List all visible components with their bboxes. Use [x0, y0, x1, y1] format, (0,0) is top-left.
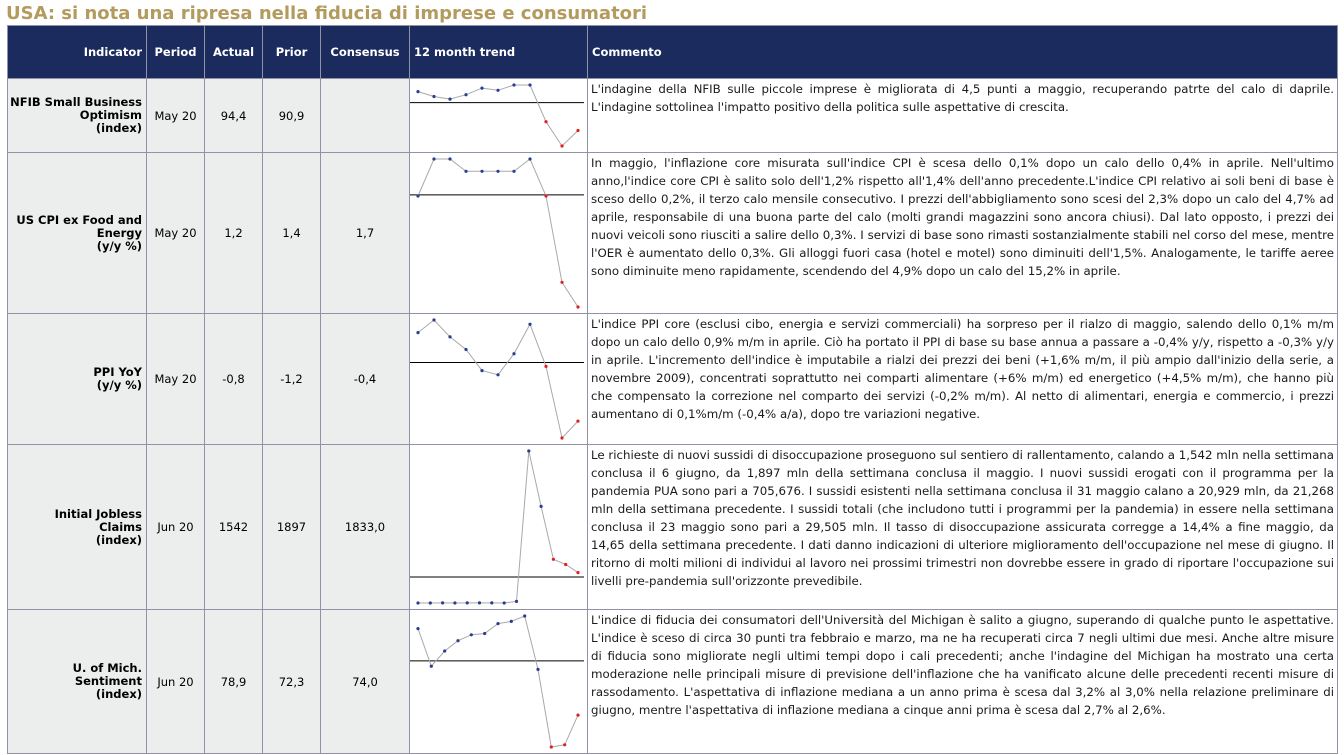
- trend-point: [576, 420, 579, 423]
- indicator-line: Initial Jobless: [54, 506, 142, 521]
- comment-cell: L'indice di fiducia dei consumatori dell'Università del Michigan è salito a giugno, superando di qualche punto le aspettative. L'indice è sceso di circa 30 punti tra febbraio e marzo, ma ne ha recuperati circa 7 negli ultimi due mesi. Anche altre misure di fiducia sono migliorate negli ultimi tempi dopo i cali precedenti; anche l'indagine del Michigan ha mostrato una certa moderazione nelle principali misure di previsione dell'inflazione che ha vanificato alcune delle precedenti recenti misure di rassodamento. L'aspettativa di inflazione mediana a un anno prima è scesa dal 3,2% al 3,0% nella relazione preliminare di giugno, mentre l'aspettativa di inflazione mediana a cinque anni prima è scesa dal 2,7% al 2,6%.: [588, 610, 1338, 754]
- prior-cell: -1,2: [263, 314, 321, 445]
- indicator-line: (y/y %): [96, 238, 142, 253]
- trend-point: [480, 369, 483, 372]
- table-row: [8, 445, 1338, 610]
- header-period: Period: [147, 26, 205, 79]
- indicator-line: PPI YoY: [93, 365, 142, 379]
- actual-cell: -0,8: [205, 314, 263, 445]
- trend-point: [464, 170, 467, 173]
- header-indicator: Indicator: [8, 26, 147, 79]
- trend-point: [432, 157, 435, 160]
- indicator-line: Sentiment: [74, 674, 142, 688]
- indicator-line: (y/y %): [96, 378, 142, 392]
- trend-point: [490, 601, 493, 604]
- trend-series-line: [418, 451, 578, 603]
- prior-cell: 1,4: [263, 153, 321, 314]
- table-row: [8, 153, 1338, 314]
- trend-point: [563, 743, 566, 746]
- trend-cell: [410, 153, 588, 314]
- comment-cell: L'indagine della NFIB sulle piccole imprese è migliorata di 4,5 punti a maggio, recuperando patrte del calo di daprile. L'indagine sottolinea l'impatto positivo della politica sulle aspettative di crescita.: [588, 79, 1338, 153]
- actual-cell: 78,9: [205, 610, 263, 754]
- trend-point: [512, 170, 515, 173]
- trend-point: [544, 365, 547, 368]
- header-trend: 12 month trend: [410, 26, 588, 79]
- trend-series-line: [418, 616, 578, 747]
- trend-point: [544, 194, 547, 197]
- indicator-cell: [8, 314, 147, 445]
- trend-point: [466, 601, 469, 604]
- period-cell: Jun 20: [147, 610, 205, 754]
- trend-point: [576, 129, 579, 132]
- header-actual: Actual: [205, 26, 263, 79]
- trend-point: [540, 505, 543, 508]
- trend-series-line: [418, 159, 578, 307]
- trend-point: [536, 668, 539, 671]
- comment-cell: In maggio, l'inflazione core misurata sull'indice CPI è scesa dello 0,1% dopo un calo dello 0,4% in aprile. Nell'ultimo anno,l'indice core CPI è salito solo dell'1,2% rispetto all'1,4% dell'anno precedente.L'indice CPI relativo ai soli beni di base è sceso dello 0,2%, il terzo calo mensile consecutivo. I prezzi dell'abbigliamento sono scesi del 2,3% dopo un calo del 4,7% ad aprile, responsabile di una buona parte del calo (molti grandi magazzini sono ancora chiusi). Dal lato opposto, i prezzi dei nuovi veicoli sono riusciti a salire dello 0,3%. I servizi di base sono rimasti sostanzialmente stabili nel corso del mese, mentre l'OER è aumentato dello 0,3%. Gli alloggi fuori casa (hotel e motel) sono diminuiti dell'1,5%. Analogamente, le tariffe aeree sono diminuite meno rapidamente, scendendo del 4,9% dopo un calo del 15,2% in aprile.: [588, 153, 1338, 314]
- comment-cell: Le richieste di nuovi sussidi di disoccupazione proseguono sul sentiero di rallentamento, calando a 1,542 mln nella settimana conclusa il 6 giugno, da 1,897 mln della settimana conclusa il maggio. I nuovi sussidi erogati con il programma per la pandemia PUA sono pari a 705,676. I sussidi esistenti nella settimana conclusa il 31 maggio calano a 20,929 mln, da 21,268 mln della settimana precedente. I sussidi totali (che includono tutti i programmi per la pandemia) in essere nella settimana conclusa il 23 maggio sono pari a 29,505 mln. Il tasso di disoccupazione assicurata corregge a 14,4% a fine maggio, da 14,65 della settimana precedente. I dati danno indicazioni di ulteriore miglioramento dell'occupazione nel mese di giugno. Il ritorno di molti milioni di individui al lavoro nei prossimi trimestri non dovrebbe essere in grado di riportare l'occupazione sui livelli pre-pandemia sull'orizzonte prevedibile.: [588, 445, 1338, 610]
- trend-point: [464, 348, 467, 351]
- trend-point: [515, 600, 518, 603]
- indicator-line: US CPI ex Food and: [16, 212, 142, 227]
- period-cell: May 20: [147, 79, 205, 153]
- prior-cell: 90,9: [263, 79, 321, 153]
- consensus-cell: [321, 79, 410, 153]
- indicator-line: (index): [95, 121, 142, 135]
- indicator-line: (index): [95, 532, 142, 547]
- trend-point: [416, 601, 419, 604]
- trend-point: [429, 601, 432, 604]
- trend-point: [453, 601, 456, 604]
- actual-cell: 1,2: [205, 153, 263, 314]
- trend-sparkline: [410, 153, 588, 313]
- indicator-cell: [8, 445, 147, 610]
- trend-point: [527, 449, 530, 452]
- header-prior: Prior: [263, 26, 321, 79]
- indicator-cell: [8, 153, 147, 314]
- trend-point: [576, 714, 579, 717]
- consensus-cell: 74,0: [321, 610, 410, 754]
- trend-point: [528, 323, 531, 326]
- table-row: [8, 610, 1338, 754]
- trend-point: [456, 639, 459, 642]
- table-row: [8, 79, 1338, 153]
- prior-cell: 1897: [263, 445, 321, 610]
- trend-sparkline: [410, 79, 588, 152]
- header-row: [8, 26, 1338, 79]
- trend-cell: [410, 445, 588, 610]
- trend-point: [512, 83, 515, 86]
- indicator-line: Claims: [99, 519, 142, 534]
- trend-cell: [410, 610, 588, 754]
- trend-cell: [410, 79, 588, 153]
- trend-point: [448, 335, 451, 338]
- period-cell: Jun 20: [147, 445, 205, 610]
- indicator-cell: [8, 610, 147, 754]
- trend-point: [576, 305, 579, 308]
- trend-point: [510, 620, 513, 623]
- trend-sparkline: [410, 445, 588, 609]
- indicator-line: NFIB Small Business: [10, 95, 142, 109]
- trend-point: [416, 331, 419, 334]
- consensus-cell: 1,7: [321, 153, 410, 314]
- trend-point: [416, 194, 419, 197]
- trend-point: [470, 633, 473, 636]
- trend-point: [480, 87, 483, 90]
- trend-point: [496, 373, 499, 376]
- trend-point: [560, 281, 563, 284]
- consensus-cell: -0,4: [321, 314, 410, 445]
- indicator-line: U. of Mich.: [72, 661, 142, 675]
- trend-point: [552, 558, 555, 561]
- trend-sparkline: [410, 610, 588, 753]
- trend-point: [483, 632, 486, 635]
- trend-point: [564, 563, 567, 566]
- indicator-line: Energy: [96, 225, 142, 240]
- actual-cell: 94,4: [205, 79, 263, 153]
- trend-point: [550, 745, 553, 748]
- trend-point: [560, 436, 563, 439]
- trend-point: [503, 601, 506, 604]
- period-cell: May 20: [147, 153, 205, 314]
- trend-point: [416, 90, 419, 93]
- trend-point: [478, 601, 481, 604]
- actual-cell: 1542: [205, 445, 263, 610]
- indicator-line: Optimism: [79, 108, 142, 122]
- trend-point: [496, 89, 499, 92]
- trend-point: [512, 352, 515, 355]
- trend-point: [441, 601, 444, 604]
- trend-point: [496, 622, 499, 625]
- indicators-table: [7, 25, 1338, 754]
- trend-point: [430, 665, 433, 668]
- trend-point: [528, 83, 531, 86]
- prior-cell: 72,3: [263, 610, 321, 754]
- trend-point: [432, 318, 435, 321]
- trend-series-line: [418, 85, 578, 146]
- trend-point: [528, 157, 531, 160]
- trend-point: [448, 157, 451, 160]
- header-comment: Commento: [588, 26, 1338, 79]
- trend-series-line: [418, 320, 578, 438]
- trend-point: [523, 614, 526, 617]
- page-title: USA: si nota una ripresa nella fiducia di imprese e consumatori: [6, 3, 648, 24]
- trend-point: [576, 571, 579, 574]
- trend-point: [480, 170, 483, 173]
- trend-point: [416, 627, 419, 630]
- comment-cell: L'indice PPI core (esclusi cibo, energia e servizi commerciali) ha sorpreso per il rialzo di maggio, salendo dello 0,1% m/m dopo un calo dello 0,9% m/m in aprile. Ciò ha portato il PPI di base su base annua a passare a -0,4% y/y, rispetto a -0,3% y/y in aprile. L'incremento dell'indice è imputabile a rialzi dei prezzi dei beni (+1,6% m/m, il più ampio dall'inizio della serie, a novembre 2009), concentrati soprattutto nei comparti alimentare (+6% m/m) ed energetico (+4,5% m/m), che hanno più che compensato la correzione nel comparto dei servizi (-0,2% m/m). Al netto di alimentari, energia e commercio, i prezzi aumentano di 0,1%m/m (-0,4% a/a), dopo tre variazioni negative.: [588, 314, 1338, 445]
- trend-cell: [410, 314, 588, 445]
- indicator-line: (index): [95, 687, 142, 701]
- trend-sparkline: [410, 314, 588, 444]
- trend-point: [544, 120, 547, 123]
- trend-point: [464, 93, 467, 96]
- trend-point: [560, 144, 563, 147]
- trend-point: [496, 170, 499, 173]
- trend-point: [432, 95, 435, 98]
- trend-point: [443, 649, 446, 652]
- period-cell: May 20: [147, 314, 205, 445]
- trend-point: [448, 98, 451, 101]
- table-row: [8, 314, 1338, 445]
- consensus-cell: 1833,0: [321, 445, 410, 610]
- header-consensus: Consensus: [321, 26, 410, 79]
- indicator-cell: [8, 79, 147, 153]
